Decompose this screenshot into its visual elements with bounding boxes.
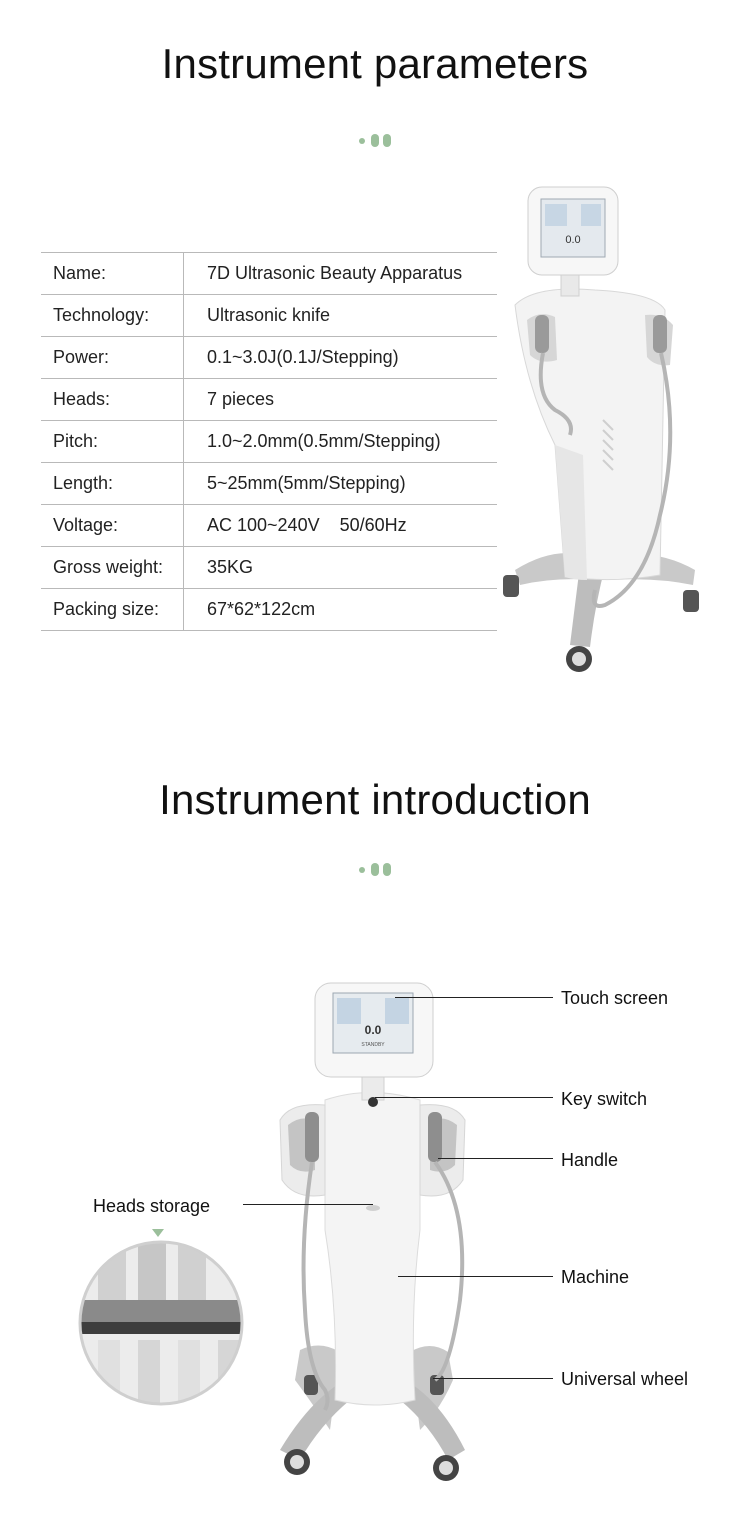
- table-row: [41, 505, 497, 547]
- callout-label-heads-storage: Heads storage: [93, 1196, 211, 1216]
- table-row: [41, 337, 497, 379]
- callout-label-key-switch: Key switch: [561, 1089, 648, 1109]
- screen-readout: 0.0: [364, 1023, 382, 1037]
- callout-label-universal-wheel: Universal wheel: [561, 1369, 689, 1389]
- param-value: 5~25mm(5mm/Stepping): [184, 463, 498, 505]
- screen-readout: 0.0: [565, 234, 581, 246]
- chevron-down-icon: [151, 1228, 165, 1238]
- parameters-table: [41, 252, 497, 631]
- param-label: Heads:: [41, 379, 184, 421]
- param-label: Gross weight:: [41, 547, 184, 589]
- param-label: Name:: [41, 253, 184, 295]
- table-row: [41, 547, 497, 589]
- heads-storage-zoom-image: [78, 1240, 244, 1406]
- decorative-dots-icon: [359, 133, 393, 149]
- table-row: [41, 463, 497, 505]
- callout-line-handle: [438, 1158, 553, 1159]
- param-value: AC 100~240V 50/60Hz: [184, 505, 498, 547]
- param-value: 1.0~2.0mm(0.5mm/Stepping): [184, 421, 498, 463]
- callout-label-handle: Handle: [561, 1150, 619, 1170]
- param-value: 0.1~3.0J(0.1J/Stepping): [184, 337, 498, 379]
- table-row: [41, 253, 497, 295]
- param-label: Technology:: [41, 295, 184, 337]
- machine-side-view-image: [495, 185, 705, 675]
- param-value: Ultrasonic knife: [184, 295, 498, 337]
- callout-line-universal-wheel: [433, 1378, 553, 1379]
- param-value: 7D Ultrasonic Beauty Apparatus: [184, 253, 498, 295]
- section-title-parameters: Instrument parameters: [161, 40, 589, 87]
- screen-status: STANDBY: [361, 1042, 385, 1048]
- param-label: Power:: [41, 337, 184, 379]
- callout-label-touch-screen: Touch screen: [561, 988, 669, 1008]
- callout-line-key-switch: [375, 1097, 553, 1098]
- decorative-dots-icon: [359, 862, 393, 878]
- table-row: [41, 379, 497, 421]
- param-value: 67*62*122cm: [184, 589, 498, 631]
- machine-front-view-image: [270, 980, 480, 1490]
- callout-line-machine: [398, 1276, 553, 1277]
- callout-line-touch-screen: [395, 997, 553, 998]
- callout-line-heads-storage: [243, 1204, 373, 1205]
- table-row: [41, 295, 497, 337]
- param-label: Length:: [41, 463, 184, 505]
- param-label: Voltage:: [41, 505, 184, 547]
- callout-label-machine: Machine: [561, 1267, 630, 1287]
- table-row: [41, 589, 497, 631]
- param-value: 35KG: [184, 547, 498, 589]
- param-label: Packing size:: [41, 589, 184, 631]
- table-row: [41, 421, 497, 463]
- param-value: 7 pieces: [184, 379, 498, 421]
- section-title-introduction: Instrument introduction: [159, 776, 591, 823]
- param-label: Pitch:: [41, 421, 184, 463]
